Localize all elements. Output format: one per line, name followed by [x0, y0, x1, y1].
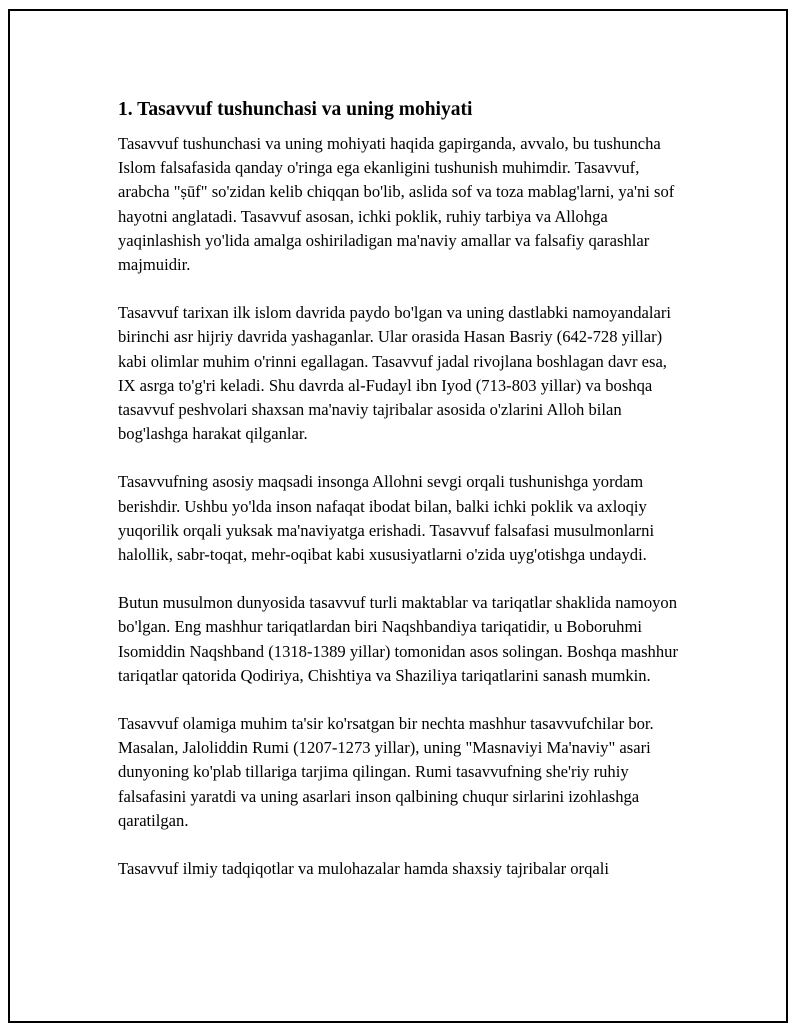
- paragraph-4: Butun musulmon dunyosida tasavvuf turli maktablar va tariqatlar shaklida namoyon bo'lgan. Eng mashhur tariqatlardan biri Naqshbandiya tariqatidir, u Boboruhmi Isomiddin Naqshband (1318-1389 yillar) tomonidan asos solingan. Boshqa mashhur tariqatlar qatorida Qodiriya, Chishtiya va Shaziliya tariqatlarini sanash mumkin.: [118, 593, 678, 685]
- page-frame: [8, 9, 788, 1023]
- paragraph-6: Tasavvuf ilmiy tadqiqotlar va mulohazalar hamda shaxsiy tajribalar orqali: [118, 859, 609, 879]
- paragraph-1: Tasavvuf tushunchasi va uning mohiyati haqida gapirganda, avvalo, bu tushuncha Islom falsafasida qanday o'ringa ega ekanligini tushunish muhimdir. Tasavvuf, arabcha "ṣūf" so'zidan kelib chiqqan bo'lib, aslida sof va toza mablag'larni, ya'ni sof hayotni anglatadi. Tasavvuf asosan, ichki poklik, ruhiy tarbiya va Allohga yaqinlashish yo'lida amalga oshiriladigan ma'naviy amallar va falsafiy qarashlar majmuidir.: [118, 134, 675, 275]
- paragraph-3: Tasavvufning asosiy maqsadi insonga Allohni sevgi orqali tushunishga yordam berishdir. Ushbu yo'lda inson nafaqat ibodat bilan, balki ichki poklik va axloqiy yuqorilik orqali yuksak ma'naviyatga erishadi. Tasavvuf falsafasi musulmonlarni halollik, sabr-toqat, mehr-oqibat kabi xususiyatlarni o'zida uyg'otishga undaydi.: [118, 472, 655, 565]
- paragraph-2: Tasavvuf tarixan ilk islom davrida paydo bo'lgan va uning dastlabki namoyandalari birinchi asr hijriy davrida yashaganlar. Ular orasida Hasan Basriy (642-728 yillar) kabi olimlar muhim o'rinni egallagan. Tasavvuf jadal rivojlana boshlagan davr esa, IX asrga to'g'ri keladi. Shu davrda al-Fudayl ibn Iyod (713-803 yillar) va boshqa tasavvuf peshvolari shaxsan ma'naviy tajribalar asosida o'zlarini Alloh bilan bog'lashga harakat qilganlar.: [118, 303, 671, 444]
- section-heading: 1. Tasavvuf tushunchasi va uning mohiyati: [118, 99, 473, 120]
- document-body: [118, 97, 683, 905]
- paragraph-5: Tasavvuf olamiga muhim ta'sir ko'rsatgan bir nechta mashhur tasavvufchilar bor. Masalan, Jaloliddin Rumi (1207-1273 yillar), uning "Masnaviyi Ma'naviy" asari dunyoning ko'plab tillariga tarjima qilingan. Rumi tasavvufning she'riy ruhiy falsafasini yaratdi va uning asarlari inson qalbining chuqur sirlarini izohlashga qaratilgan.: [118, 714, 654, 830]
